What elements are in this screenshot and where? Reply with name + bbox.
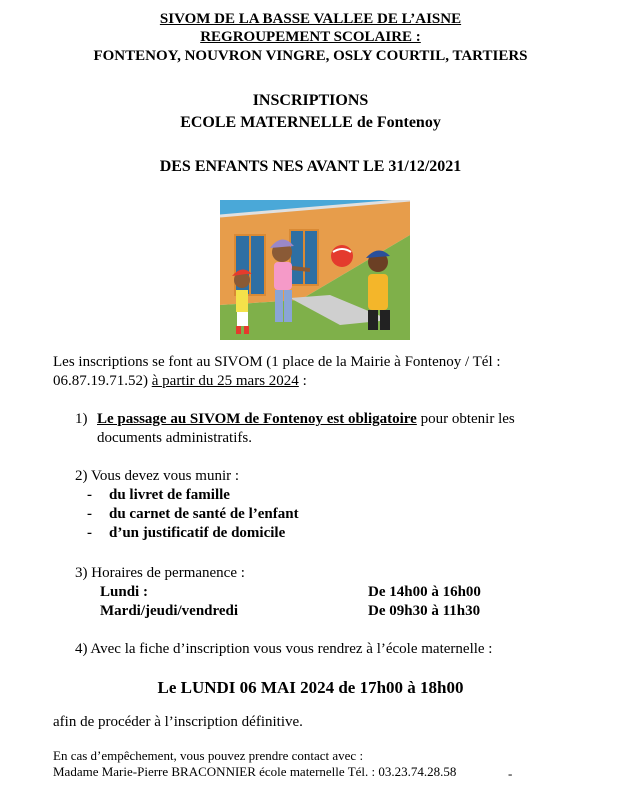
footer-contact-details: Madame Marie-Pierre BRACONNIER école maternelle Tél. : 03.23.74.28.58 (53, 764, 457, 779)
event-date: Le LUNDI 06 MAI 2024 de 17h00 à 18h00 (157, 678, 464, 697)
header-line-2: REGROUPEMENT SCOLAIRE : (200, 29, 421, 45)
schedule-day-monday: Lundi : (100, 584, 148, 600)
header-line-3: FONTENOY, NOUVRON VINGRE, OSLY COURTIL, TARTIERS (93, 48, 528, 64)
title-line-1: INSCRIPTIONS (252, 92, 369, 109)
header-line-1: SIVOM DE LA BASSE VALLEE DE L’AISNE (159, 11, 462, 27)
intro-line-1: Les inscriptions se font au SIVOM (1 place de la Mairie à Fontenoy / Tél : (53, 354, 501, 370)
intro-line-2: 06.87.19.71.52) à partir du 25 mars 2024 : (53, 373, 307, 389)
closing-line: afin de procéder à l’inscription définitive. (53, 714, 303, 730)
children-playing-illustration (220, 200, 410, 340)
registration-start-date: à partir du 25 mars 2024 (151, 373, 299, 389)
step-4-label: 4) Avec la fiche d’inscription vous vous rendrez à l’école maternelle : (75, 641, 493, 657)
step-1-line-2: documents administratifs. (97, 430, 252, 446)
step-1-number: 1) (75, 411, 88, 427)
list-item: - du carnet de santé de l’enfant (87, 506, 299, 522)
step-1-line-1: Le passage au SIVOM de Fontenoy est obligatoire pour obtenir les (97, 411, 515, 427)
list-item: - du livret de famille (87, 487, 230, 503)
schedule-hours-monday: De 14h00 à 16h00 (368, 584, 481, 600)
schedule-day-weekdays: Mardi/jeudi/vendredi (100, 603, 239, 619)
footer-mark: - (508, 766, 513, 781)
list-item: - d’un justificatif de domicile (87, 525, 286, 541)
schedule-hours-weekdays: De 09h30 à 11h30 (368, 603, 481, 619)
title-line-2: ECOLE MATERNELLE de Fontenoy (180, 114, 441, 131)
title-subtitle: DES ENFANTS NES AVANT LE 31/12/2021 (159, 158, 462, 175)
footer-contact-intro: En cas d’empêchement, vous pouvez prendre contact avec : (53, 748, 364, 763)
step-1-emphasis: Le passage au SIVOM de Fontenoy est obligatoire (97, 411, 417, 427)
step-3-label: 3) Horaires de permanence : (75, 565, 245, 581)
step-2-label: 2) Vous devez vous munir : (75, 468, 240, 484)
